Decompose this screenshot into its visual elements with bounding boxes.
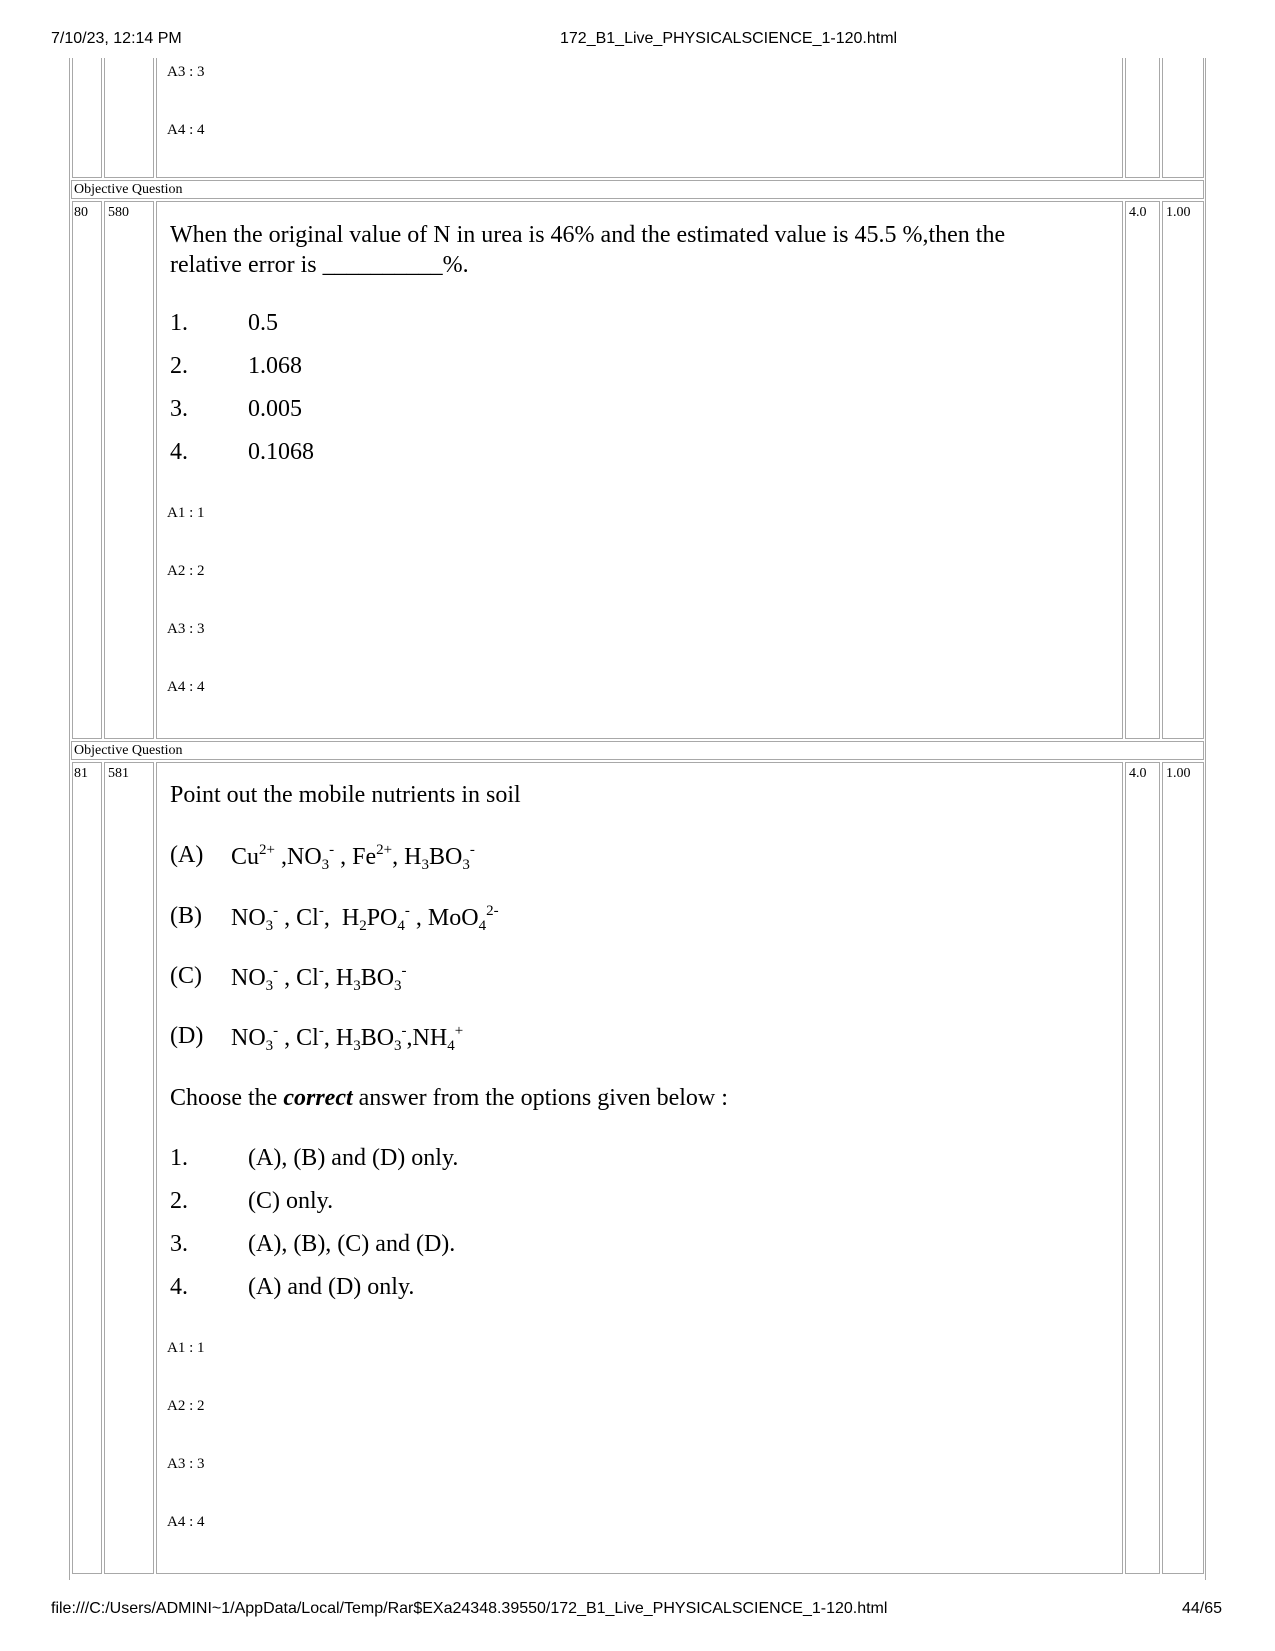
q80-option-2-number: 2. <box>170 353 188 379</box>
q81-question-text: Point out the mobile nutrients in soil <box>170 782 521 808</box>
prev-marks-cell <box>1125 58 1160 178</box>
q80-option-1-value: 0.5 <box>248 310 278 336</box>
q81-option-3-value: (A), (B), (C) and (D). <box>248 1231 456 1257</box>
prev-answer-a3: A3 : 3 <box>167 64 205 80</box>
q80-qid-cell <box>104 201 154 739</box>
q81-marks: 4.0 <box>1129 766 1147 781</box>
q81-statement-a-formula: $Cu^{2+}$ $,NO_3^-$ , $Fe^{2+}$, $H_3BO_3^-$ <box>231 842 475 873</box>
q81-section-label: Objective Question <box>71 741 1204 760</box>
q80-marks: 4.0 <box>1129 205 1147 220</box>
q80-option-2-value: 1.068 <box>248 353 302 379</box>
q80-option-1-number: 1. <box>170 310 188 336</box>
q81-option-1-number: 1. <box>170 1145 188 1171</box>
print-document-title: 172_B1_Live_PHYSICALSCIENCE_1-120.html <box>560 30 898 47</box>
q81-statement-b-label: (B) <box>170 903 202 929</box>
prev-content-cell <box>156 58 1123 178</box>
print-file-path: file:///C:/Users/ADMINI~1/AppData/Local/Temp/Rar$EXa24348.39550/172_B1_Live_PHYSICALSCIENCE_1-120.html <box>51 1600 888 1617</box>
q81-neg-cell <box>1162 762 1204 1574</box>
q80-content-cell <box>156 201 1123 739</box>
prev-neg-cell <box>1162 58 1204 178</box>
q80-option-4-value: 0.1068 <box>248 439 314 465</box>
q81-statement-d-label: (D) <box>170 1023 204 1049</box>
q81-answer-a2: A2 : 2 <box>167 1398 205 1414</box>
q81-option-2-number: 2. <box>170 1188 188 1214</box>
q81-option-2-value: (C) only. <box>248 1188 334 1214</box>
print-datetime: 7/10/23, 12:14 PM <box>51 30 182 47</box>
q81-statement-c-formula: $NO_3^-$ , Cl-, $H_3BO_3^-$ <box>231 963 407 994</box>
q81-qid-cell <box>104 762 154 1574</box>
q80-qid: 580 <box>108 205 129 220</box>
q80-question-line2: relative error is __________%. <box>170 252 469 278</box>
prev-qid-cell <box>104 58 154 178</box>
q81-sno: 81 <box>74 766 88 781</box>
q80-answer-a3: A3 : 3 <box>167 621 205 637</box>
q81-answer-a3: A3 : 3 <box>167 1456 205 1472</box>
q80-sno-cell <box>72 201 102 739</box>
q80-answer-a1: A1 : 1 <box>167 505 205 521</box>
q80-sno: 80 <box>74 205 88 220</box>
q81-answer-a1: A1 : 1 <box>167 1340 205 1356</box>
q80-question-line1: When the original value of N in urea is 46% and the estimated value is 45.5 %,then the <box>170 222 1006 248</box>
print-page-number: 44/65 <box>1182 1600 1223 1617</box>
q80-marks-cell <box>1125 201 1160 739</box>
q81-neg-marks: 1.00 <box>1166 766 1191 781</box>
q81-sno-cell <box>72 762 102 1574</box>
prev-answer-a4: A4 : 4 <box>167 122 205 138</box>
q81-marks-cell <box>1125 762 1160 1574</box>
q80-option-4-number: 4. <box>170 439 188 465</box>
q80-neg-marks: 1.00 <box>1166 205 1191 220</box>
q81-statement-c-label: (C) <box>170 963 202 989</box>
q80-answer-a2: A2 : 2 <box>167 563 205 579</box>
q81-option-4-number: 4. <box>170 1274 188 1300</box>
q81-answer-a4: A4 : 4 <box>167 1514 205 1530</box>
q81-statement-a-label: (A) <box>170 842 204 868</box>
q80-section-label: Objective Question <box>71 180 1204 199</box>
q81-option-1-value: (A), (B) and (D) only. <box>248 1145 459 1171</box>
q81-option-4-value: (A) and (D) only. <box>248 1274 415 1300</box>
q80-answer-a4: A4 : 4 <box>167 679 205 695</box>
q80-option-3-value: 0.005 <box>248 396 302 422</box>
q80-neg-cell <box>1162 201 1204 739</box>
q81-statement-b-formula: $NO_3^-$ , Cl-, $H_2PO_4^-$ , MoO$_4^{2-}$ <box>231 903 499 934</box>
prev-sno-cell <box>72 58 102 178</box>
q81-qid: 581 <box>108 766 129 781</box>
q81-statement-d-formula: $NO_3^-$ , Cl-, $H_3BO_3^-,NH_4^+$ <box>231 1023 464 1054</box>
q81-choose-instruction: Choose the correct answer from the options given below : <box>170 1085 728 1111</box>
q80-option-3-number: 3. <box>170 396 188 422</box>
q81-option-3-number: 3. <box>170 1231 188 1257</box>
